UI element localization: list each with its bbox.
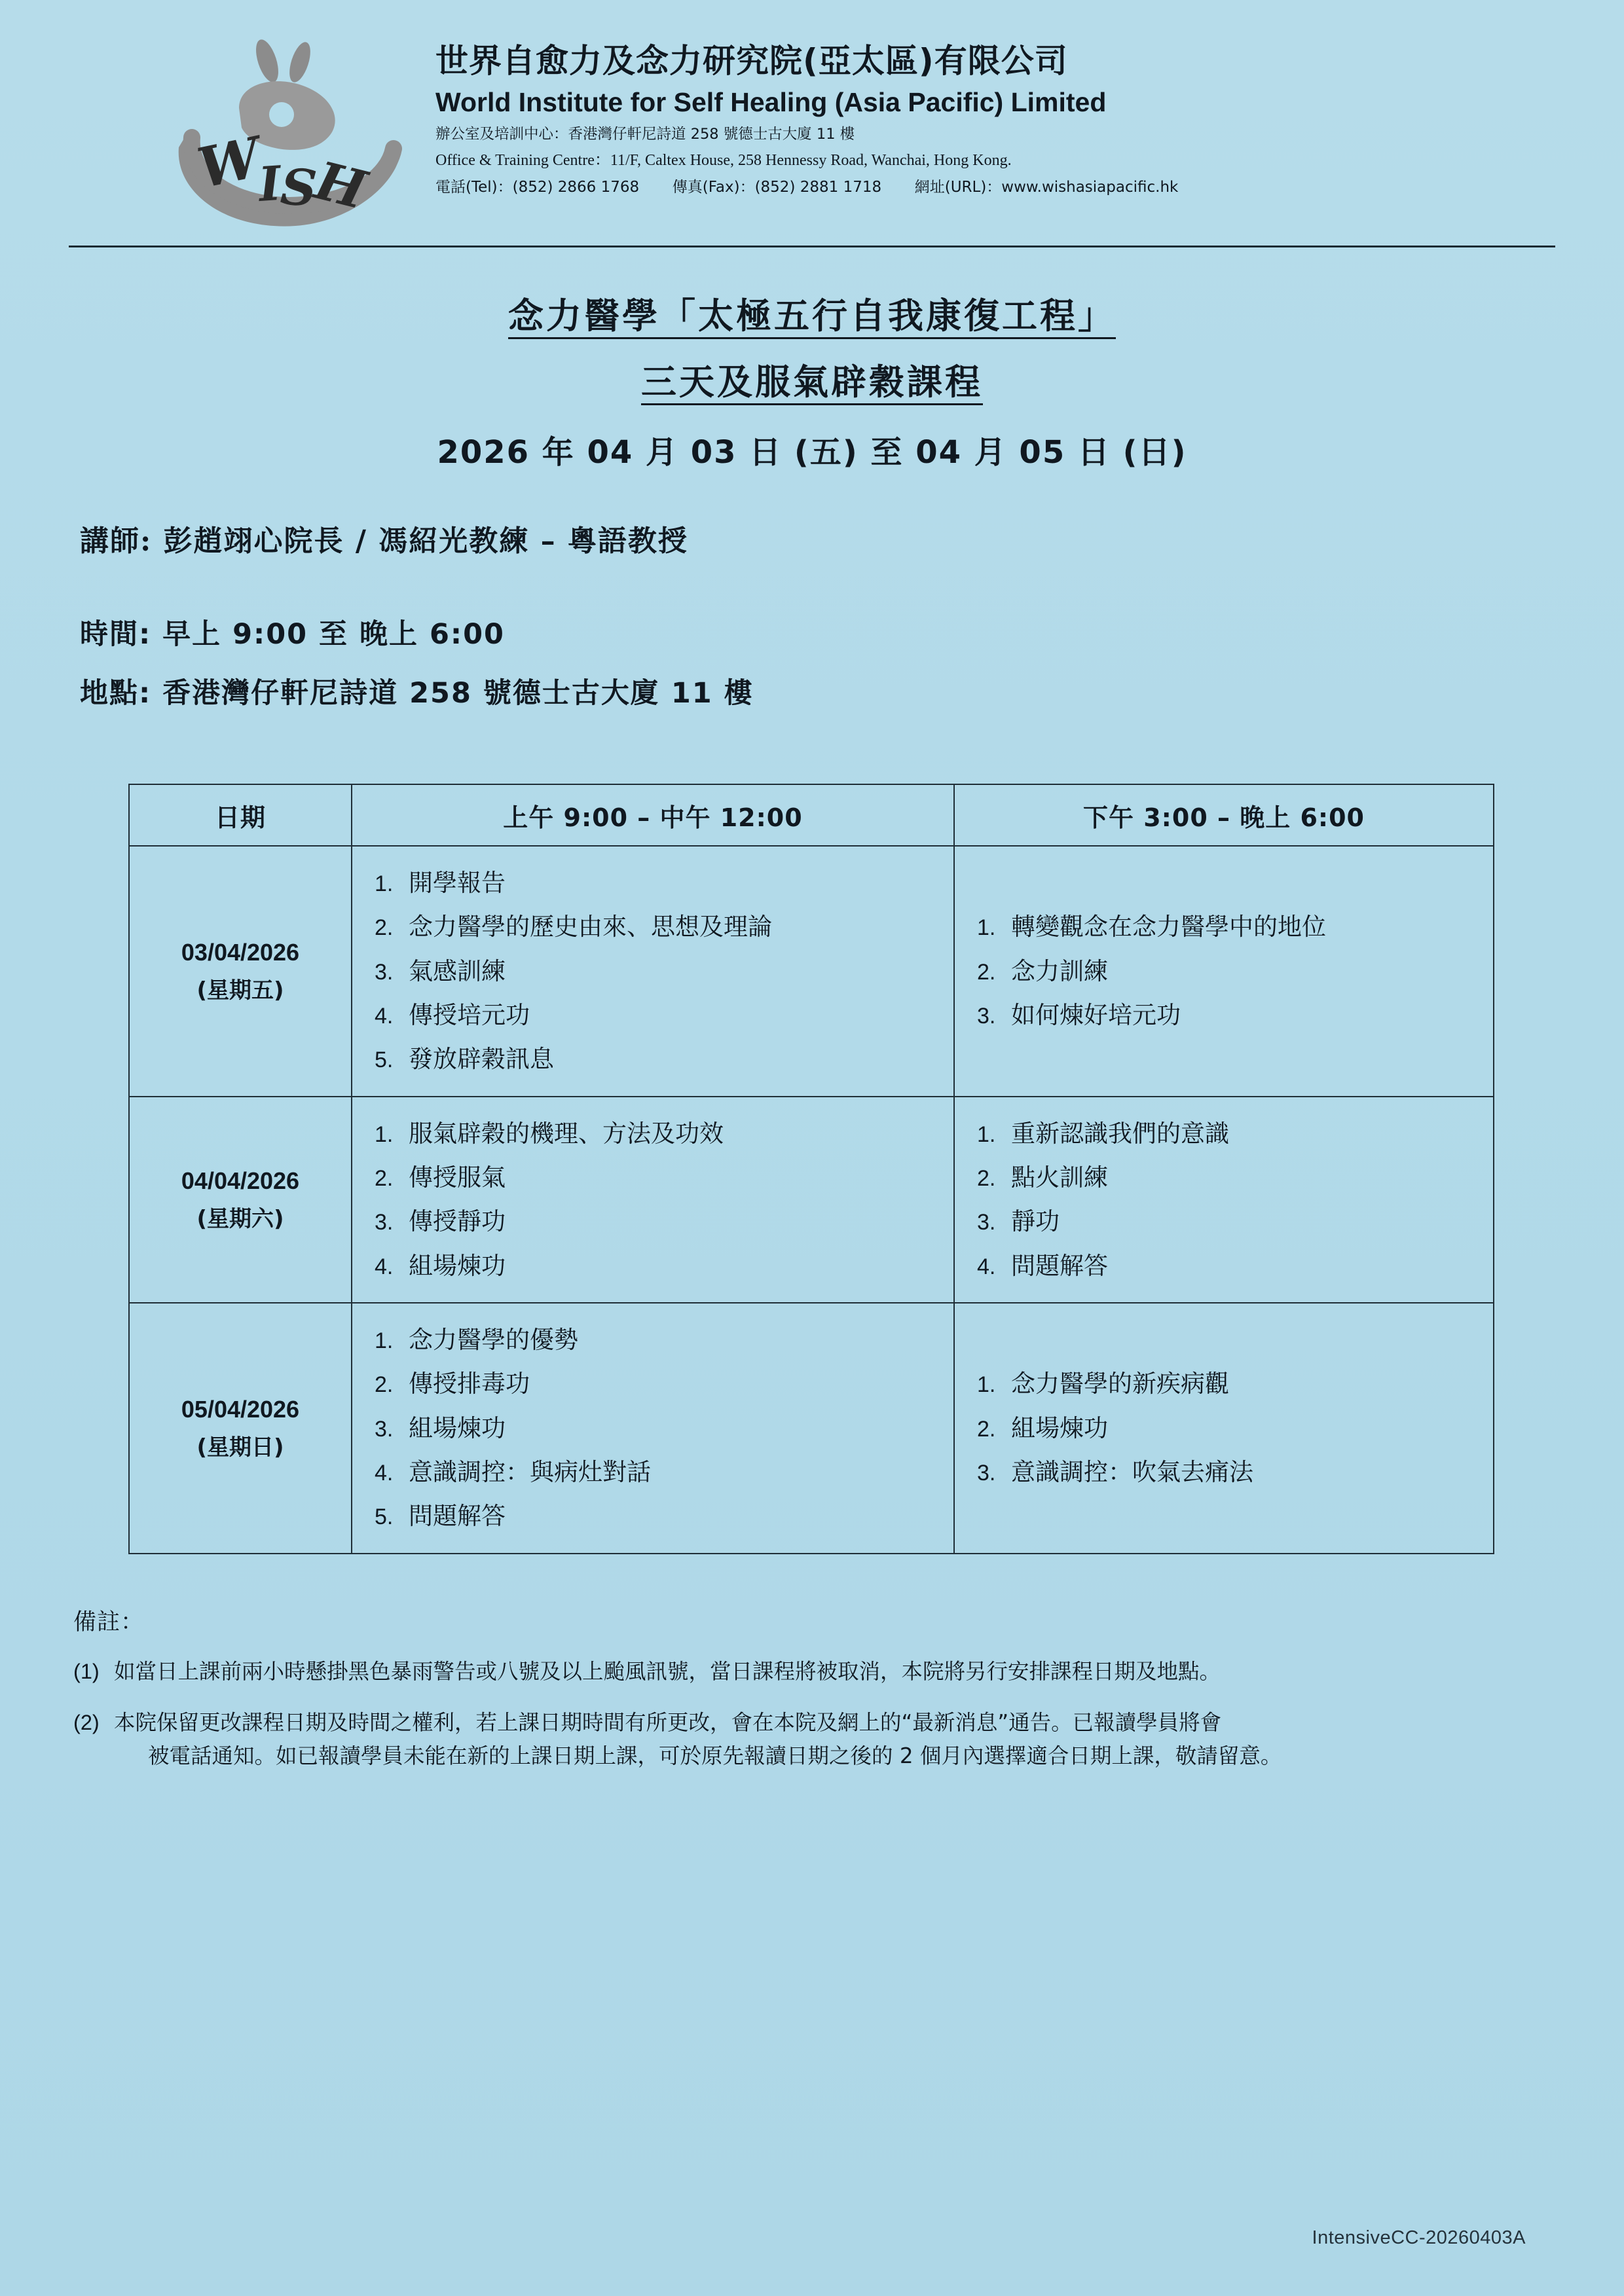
note-text: 本院保留更改課程日期及時間之權利，若上課日期時間有所更改，會在本院及網上的“最新消息”通告。已報讀學員將會 (114, 1710, 1222, 1736)
item-text: 重新認識我們的意識 (1011, 1119, 1229, 1148)
cell-afternoon (954, 1097, 1494, 1303)
list-item (375, 949, 953, 993)
item-text: 組場煉功 (409, 1413, 506, 1442)
cell-morning (352, 846, 954, 1097)
item-text: 念力醫學的新疾病觀 (1011, 1370, 1229, 1398)
schedule-table (128, 784, 1494, 1554)
cell-afternoon-list (955, 1347, 1493, 1508)
table-row (129, 1097, 1494, 1303)
list-item (375, 1244, 953, 1288)
header-morning: 上午 9:00 – 中午 12:00 (352, 784, 954, 846)
date-value: 04/04/2026 (181, 1167, 300, 1194)
note-marker: (2) (73, 1711, 100, 1735)
fax-label: 傳真(Fax)：(852) 2881 1718 (672, 178, 882, 196)
item-text: 念力醫學的歷史由來、思想及理論 (409, 913, 772, 941)
list-item (977, 949, 1493, 993)
header-divider (69, 246, 1555, 247)
cell-date (129, 1303, 352, 1554)
item-number: 3. (977, 1210, 996, 1235)
course-title-line-1: 念力醫學「太極五行自我康復工程」 (508, 295, 1116, 337)
cell-morning-list (352, 1097, 953, 1302)
note-item (73, 1655, 1566, 1688)
document-code: IntensiveCC-20260403A (1312, 2227, 1526, 2248)
wish-logo (141, 36, 416, 232)
cell-morning-list (352, 1303, 953, 1553)
notes-section (73, 1604, 1566, 1772)
list-item (977, 1112, 1493, 1156)
course-title-line-2: 三天及服氣辟穀課程 (641, 361, 983, 403)
item-number: 5. (375, 1048, 394, 1073)
list-item (375, 1037, 953, 1081)
list-item (977, 1199, 1493, 1243)
table-header-row (129, 784, 1494, 846)
address-english: Office & Training Centre：11/F, Caltex House, 258 Hennessy Road, Wanchai, Hong Kong. (435, 151, 1012, 169)
cell-date (129, 1097, 352, 1303)
item-text: 問題解答 (409, 1502, 506, 1531)
item-text: 靜功 (1011, 1207, 1060, 1236)
item-number: 5. (375, 1504, 394, 1530)
item-number: 3. (977, 1003, 996, 1029)
list-item (375, 1112, 953, 1156)
item-text: 意識調控：與病灶對話 (409, 1457, 651, 1486)
item-text: 組場煉功 (409, 1251, 506, 1280)
list-item (977, 1450, 1493, 1494)
item-text: 轉變觀念在念力醫學中的地位 (1011, 913, 1326, 941)
svg-text:W: W (192, 124, 267, 201)
note-body (114, 1655, 1566, 1688)
list-item (375, 1406, 953, 1450)
list-item (375, 1156, 953, 1199)
item-number: 1. (375, 1328, 394, 1353)
item-number: 2. (977, 1165, 996, 1191)
document-header (141, 36, 1516, 232)
item-text: 傳授培元功 (409, 1000, 530, 1029)
list-item (375, 1450, 953, 1494)
note-body (114, 1706, 1566, 1772)
url-label: 網址(URL)：www.wishasiapacific.hk (914, 178, 1179, 196)
item-number: 2. (375, 1165, 394, 1191)
item-text: 意識調控：吹氣去痛法 (1011, 1457, 1253, 1486)
list-item (375, 1494, 953, 1538)
item-number: 4. (375, 1003, 394, 1029)
cell-afternoon-list (955, 1097, 1493, 1302)
time-line: 時間: 早上 9:00 至 晚上 6:00 (80, 618, 505, 651)
item-text: 開學報告 (409, 869, 506, 897)
item-text: 念力醫學的優勢 (409, 1325, 578, 1354)
note-text: 如當日上課前兩小時懸掛黑色暴雨警告或八號及以上颱風訊號，當日課程將被取消，本院將另行安排課程日期及地點。 (114, 1659, 1221, 1684)
svg-text:S: S (278, 157, 319, 218)
item-text: 念力訓練 (1011, 957, 1108, 985)
item-text: 傳授服氣 (409, 1163, 506, 1192)
day-of-week: (星期日) (196, 1434, 284, 1461)
item-number: 2. (977, 959, 996, 985)
schedule-body (129, 846, 1494, 1554)
item-text: 傳授靜功 (409, 1207, 506, 1236)
note-item (73, 1706, 1566, 1772)
day-of-week: (星期五) (196, 977, 284, 1004)
item-number: 2. (375, 1372, 394, 1398)
list-item (977, 1244, 1493, 1288)
item-number: 1. (375, 871, 394, 896)
item-number: 4. (977, 1254, 996, 1279)
date-value: 05/04/2026 (181, 1395, 300, 1423)
day-of-week: (星期六) (196, 1205, 284, 1232)
item-text: 發放辟穀訊息 (409, 1045, 554, 1074)
cell-afternoon (954, 846, 1494, 1097)
item-number: 1. (375, 1121, 394, 1147)
item-number: 1. (977, 1121, 996, 1147)
instructor-line: 講師: 彭趙翊心院長 / 馮紹光教練 – 粵語教授 (80, 524, 688, 558)
item-number: 4. (375, 1460, 394, 1485)
header-text-block (416, 36, 1516, 197)
header-date: 日期 (129, 784, 352, 846)
item-text: 組場煉功 (1011, 1413, 1108, 1442)
item-text: 傳授排毒功 (409, 1370, 530, 1398)
title-block (0, 288, 1624, 472)
list-item (375, 1199, 953, 1243)
item-number: 2. (375, 915, 394, 941)
venue-line: 地點: 香港灣仔軒尼詩道 258 號德士古大廈 11 樓 (80, 677, 754, 710)
item-number: 2. (977, 1416, 996, 1442)
note-text-continued: 被電話通知。如已報讀學員未能在新的上課日期上課，可於原先報讀日期之後的 2 個月內選擇適合日期上課，敬請留意。 (148, 1743, 1282, 1768)
notes-title: 備註： (73, 1609, 145, 1635)
item-number: 4. (375, 1254, 394, 1279)
cell-morning-list (352, 847, 953, 1096)
item-text: 氣感訓練 (409, 957, 506, 985)
item-text: 服氣辟穀的機理、方法及功效 (409, 1119, 724, 1148)
list-item (977, 993, 1493, 1037)
list-item (375, 905, 953, 949)
list-item (375, 861, 953, 905)
svg-text:H: H (309, 149, 373, 221)
org-name-english: World Institute for Self Healing (Asia Pacific) Limited (435, 86, 1107, 117)
list-item (375, 993, 953, 1037)
svg-text:I: I (257, 155, 283, 212)
address-chinese: 辦公室及培訓中心：香港灣仔軒尼詩道 258 號德士古大廈 11 樓 (435, 125, 855, 143)
list-item (977, 1406, 1493, 1450)
contact-line (435, 178, 1516, 197)
item-number: 3. (375, 1416, 394, 1442)
item-text: 如何煉好培元功 (1011, 1000, 1181, 1029)
item-number: 3. (375, 1210, 394, 1235)
list-item (977, 1156, 1493, 1199)
cell-date (129, 846, 352, 1097)
list-item (375, 1318, 953, 1362)
list-item (375, 1362, 953, 1406)
item-number: 1. (977, 915, 996, 941)
item-number: 1. (977, 1372, 996, 1398)
item-number: 3. (977, 1460, 996, 1485)
date-value: 03/04/2026 (181, 938, 300, 966)
item-number: 3. (375, 959, 394, 985)
table-row (129, 846, 1494, 1097)
cell-morning (352, 1303, 954, 1554)
cell-afternoon-list (955, 890, 1493, 1051)
cell-morning (352, 1097, 954, 1303)
list-item (977, 905, 1493, 949)
header-afternoon: 下午 3:00 – 晚上 6:00 (954, 784, 1494, 846)
note-marker: (1) (73, 1660, 100, 1683)
org-name-chinese: 世界自愈力及念力研究院(亞太區)有限公司 (435, 42, 1068, 80)
course-date-range: 2026 年 04 月 03 日 (五) 至 04 月 05 日 (日) (437, 434, 1187, 471)
cell-afternoon (954, 1303, 1494, 1554)
item-text: 點火訓練 (1011, 1163, 1108, 1192)
telephone-label: 電話(Tel)：(852) 2866 1768 (435, 178, 640, 196)
list-item (977, 1362, 1493, 1406)
item-text: 問題解答 (1011, 1251, 1108, 1280)
table-row (129, 1303, 1494, 1554)
